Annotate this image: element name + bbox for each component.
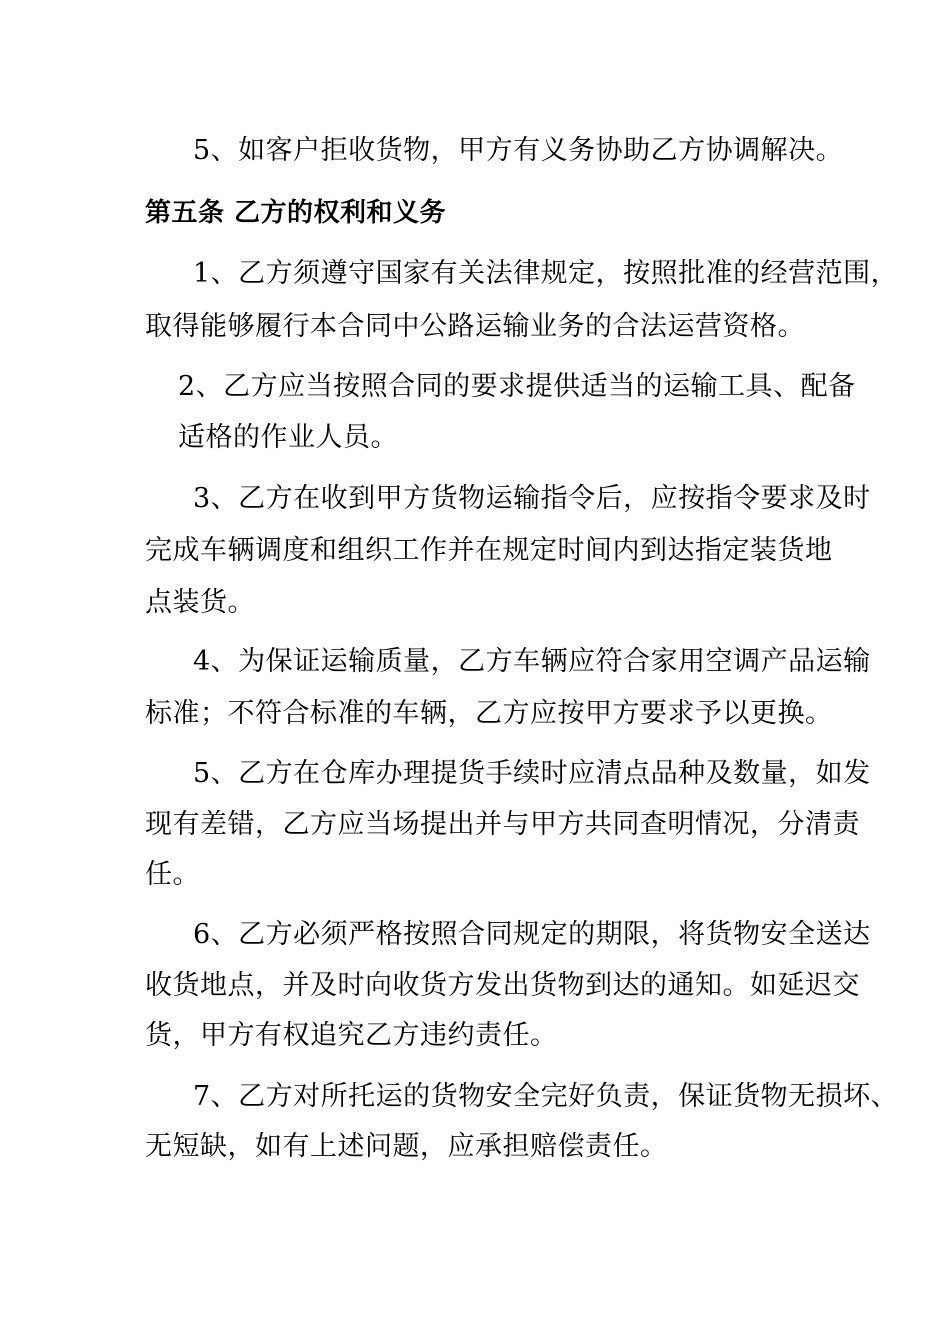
item-1-line-1: 1、乙方须遵守国家有关法律规定，按照批准的经营范围， <box>193 258 899 289</box>
item-2-line-1: 2、乙方应当按照合同的要求提供适当的运输工具、配备 <box>178 371 856 402</box>
section-heading-article-5: 第五条 乙方的权利和义务 <box>145 198 447 228</box>
item-3-line-1: 3、乙方在收到甲方货物运输指令后，应按指令要求及时 <box>193 483 871 514</box>
item-6-line-2: 收货地点，并及时向收货方发出货物到达的通知。如延迟交 <box>145 970 860 1001</box>
item-3-line-3: 点装货。 <box>145 587 255 618</box>
item-4-line-2: 标准；不符合标准的车辆，乙方应按甲方要求予以更换。 <box>145 698 833 729</box>
item-7-line-2: 无短缺，如有上述问题，应承担赔偿责任。 <box>145 1131 668 1162</box>
item-5-line-1: 5、乙方在仓库办理提货手续时应清点品种及数量，如发 <box>193 758 871 789</box>
item-6-line-3: 货，甲方有权追究乙方违约责任。 <box>145 1020 558 1051</box>
item-6-line-1: 6、乙方必须严格按照合同规定的期限，将货物安全送达 <box>193 919 871 950</box>
item-1-line-2: 取得能够履行本合同中公路运输业务的合法运营资格。 <box>145 311 805 342</box>
item-4-line-1: 4、为保证运输质量，乙方车辆应符合家用空调产品运输 <box>193 646 871 677</box>
item-7-line-1: 7、乙方对所托运的货物安全完好负责，保证货物无损坏、 <box>193 1081 899 1112</box>
item-5-line-3: 任。 <box>145 859 200 890</box>
item-3-line-2: 完成车辆调度和组织工作并在规定时间内到达指定装货地 <box>145 535 833 566</box>
clause-4-item-5: 5、如客户拒收货物，甲方有义务协助乙方协调解决。 <box>193 135 844 166</box>
item-2-line-2: 适格的作业人员。 <box>178 422 398 453</box>
item-5-line-2: 现有差错，乙方应当场提出并与甲方共同查明情况，分清责 <box>145 809 860 840</box>
